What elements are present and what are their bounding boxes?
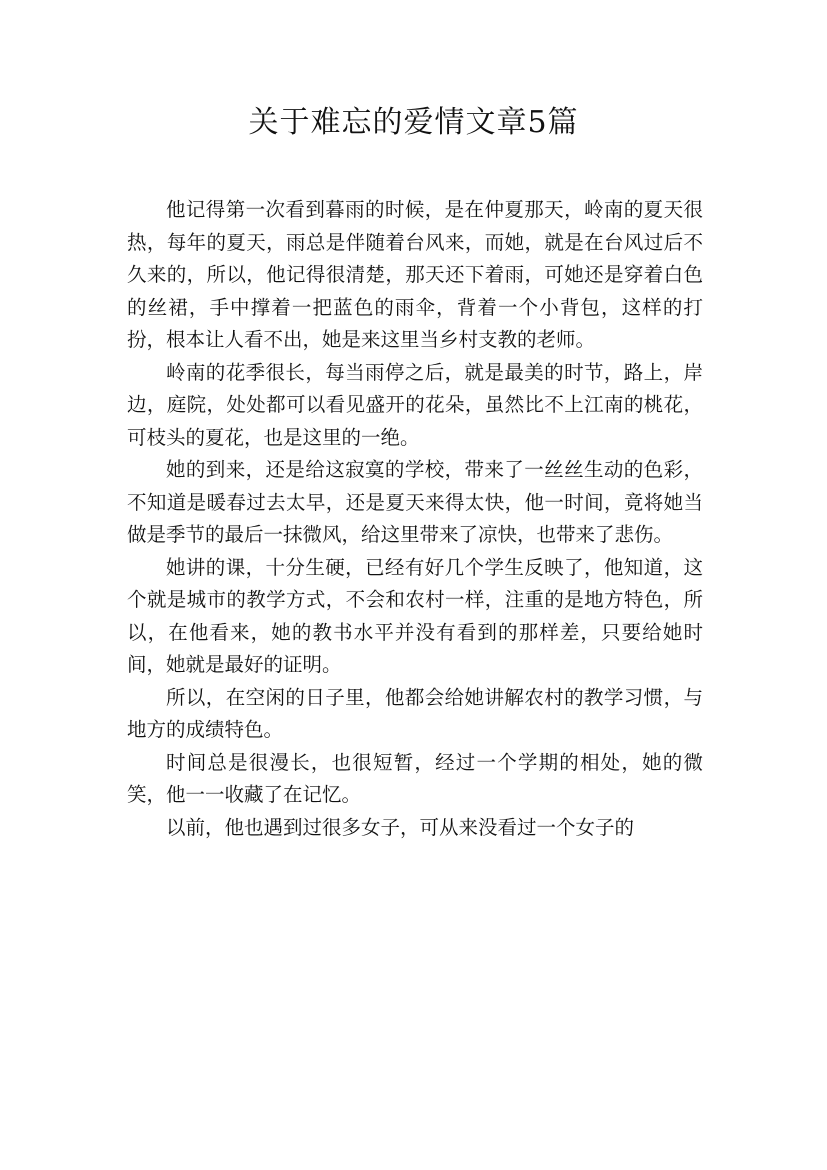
paragraph: 所以，在空闲的日子里，他都会给她讲解农村的教学习惯，与地方的成绩特色。 <box>127 685 703 741</box>
document-body <box>127 194 703 844</box>
paragraph: 时间总是很漫长，也很短暂，经过一个学期的相处，她的微笑，他一一收藏了在记忆。 <box>127 750 703 806</box>
paragraph: 以前，他也遇到过很多女子，可从来没看过一个女子的 <box>166 815 635 839</box>
paragraph: 她的到来，还是给这寂寞的学校，带来了一丝丝生动的色彩，不知道是暖春过去太早，还是夏天来得太快，他一时间，竟将她当做是季节的最后一抹微风，给这里带来了凉快，也带来了悲伤。 <box>127 458 703 546</box>
paragraph: 岭南的花季很长，每当雨停之后，就是最美的时节，路上，岸边，庭院，处处都可以看见盛开的花朵，虽然比不上江南的桃花，可枝头的夏花，也是这里的一绝。 <box>127 360 703 449</box>
paragraph: 他记得第一次看到暮雨的时候，是在仲夏那天，岭南的夏天很热，每年的夏天，雨总是伴随着台风来，而她，就是在台风过后不久来的，所以，他记得很清楚，那天还下着雨，可她还是穿着白色的丝裙，手中撑着一把蓝色的雨伞，背着一个小背包，这样的打扮，根本让人看不出，她是来这里当乡村支教的老师。 <box>127 198 703 351</box>
document-title: 关于难忘的爱情文章5篇 <box>248 105 579 140</box>
paragraph: 她讲的课，十分生硬，已经有好几个学生反映了，他知道，这个就是城市的教学方式，不会和农村一样，注重的是地方特色，所以，在他看来，她的教书水平并没有看到的那样差，只要给她时间，她就是最好的证明。 <box>127 555 703 676</box>
